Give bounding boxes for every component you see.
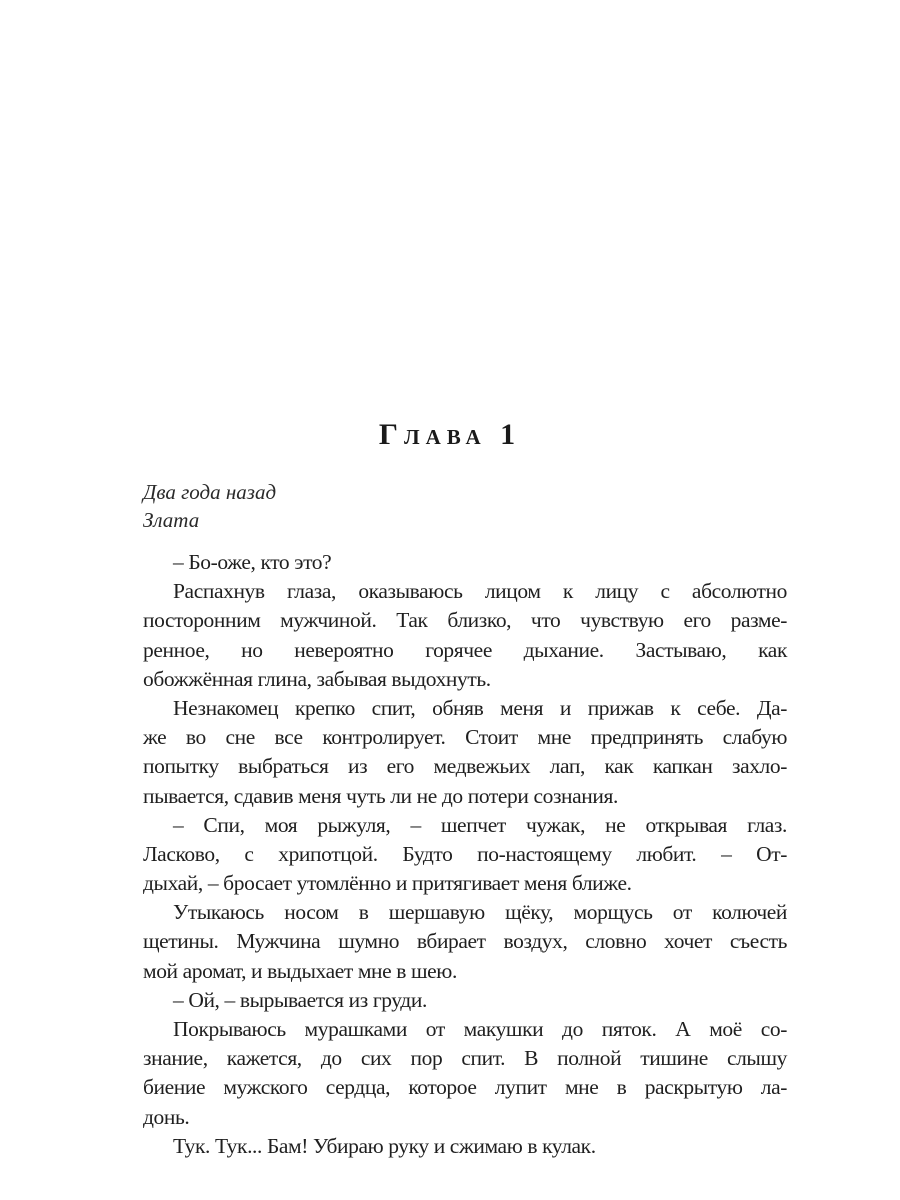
time-subheading: Два года назад (143, 480, 277, 504)
text-line: Утыкаюсь носом в шершавую щёку, морщусь от колючей (173, 900, 787, 925)
text-line: дыхай, – бросает утомлённо и притягивает меня ближе. (143, 871, 632, 896)
text-line: попытку выбраться из его медвежьих лап, как капкан захло- (143, 754, 787, 779)
text-line: Незнакомец крепко спит, обняв меня и прижав к себе. Да- (173, 695, 787, 720)
text-line: знание, кажется, до сих пор спит. В полной тишине слышу (143, 1046, 787, 1071)
text-line: биение мужского сердца, которое лупит мне в раскрытую ла- (143, 1075, 787, 1100)
chapter-title: Глава 1 (378, 418, 522, 451)
text-line: Покрываюсь мурашками от макушки до пяток. А моё со- (173, 1017, 787, 1041)
text-line: обожжённая глина, забывая выдохнуть. (143, 666, 491, 691)
text-line: – Спи, моя рыжуля, – шепчет чужак, не открывая глаз. (173, 812, 787, 837)
text-line: мой аромат, и выдыхает мне в шею. (143, 958, 457, 983)
chapter-body-text (143, 548, 787, 1161)
text-line: пывается, сдавив меня чуть ли не до потери сознания. (143, 783, 618, 808)
text-line: ренное, но невероятно горячее дыхание. Застываю, как (143, 637, 787, 662)
text-line: щетины. Мужчина шумно вбирает воздух, словно хочет съесть (143, 929, 787, 954)
text-line: посторонним мужчиной. Так близко, что чувствую его разме- (143, 608, 787, 633)
text-line: – Бо-оже, кто это? (173, 550, 332, 574)
text-line: же во сне все контролирует. Стоит мне предпринять слабую (143, 725, 787, 750)
text-line: Тук. Тук... Бам! Убираю руку и сжимаю в кулак. (173, 1133, 596, 1158)
text-line: Распахнув глаза, оказываюсь лицом к лицу с абсолютно (173, 579, 787, 604)
narrator-subheading: Злата (143, 508, 200, 532)
text-line: – Ой, – вырывается из груди. (173, 987, 427, 1012)
text-line: Ласково, с хрипотцой. Будто по-настоящему любит. – От- (143, 841, 787, 866)
text-line: донь. (143, 1104, 190, 1129)
